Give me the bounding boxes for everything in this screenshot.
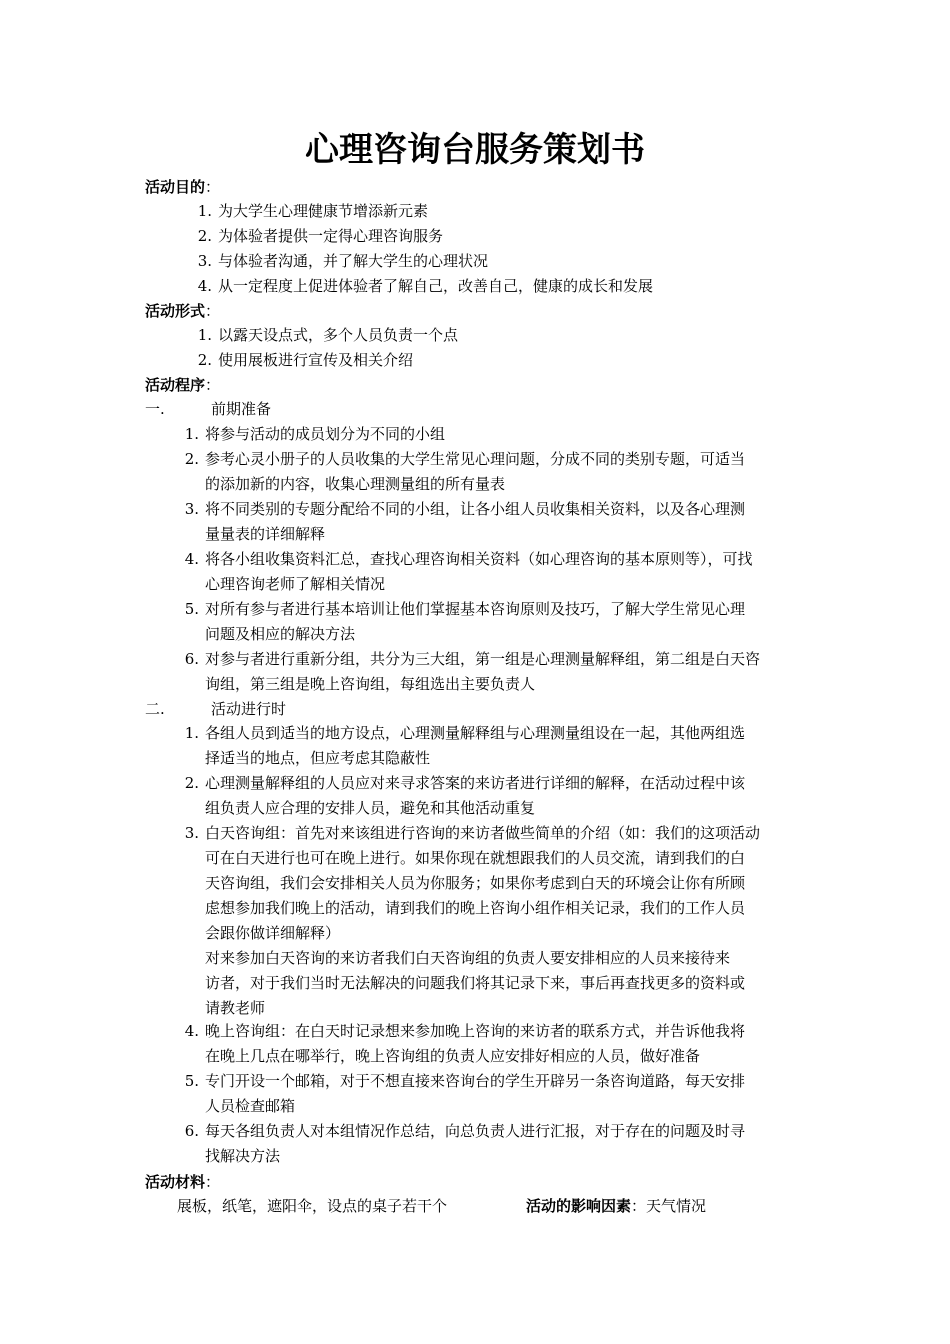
list-number: 1. <box>184 724 199 742</box>
materials-heading-text: 活动材料 <box>145 1173 206 1191</box>
step-line: 心理测量解释组的人员应对来寻求答案的来访者进行详细的解释，在活动过程中该 <box>205 774 746 792</box>
step-line: 组负责人应合理的安排人员，避免和其他活动重复 <box>205 799 536 817</box>
list-number: 5. <box>184 1072 199 1090</box>
step-line: 择适当的地点，但应考虑其隐蔽性 <box>205 749 431 767</box>
list-number: 1. <box>184 425 199 443</box>
list-text: 以露天设点式，多个人员负责一个点 <box>218 326 459 344</box>
step-line: 对所有参与者进行基本培训让他们掌握基本咨询原则及技巧，了解大学生常见心理 <box>205 600 746 618</box>
step-line: 将不同类别的专题分配给不同的小组，让各小组人员收集相关资料，以及各心理测 <box>205 500 746 518</box>
step-line: 在晚上几点在哪举行，晚上咨询组的负责人应安排好相应的人员，做好准备 <box>205 1047 701 1065</box>
list-number: 6. <box>184 650 199 668</box>
materials-text: 展板，纸笔，遮阳伞，设点的桌子若干个 <box>177 1197 448 1215</box>
list-number: 2. <box>197 227 212 245</box>
step-line: 各组人员到适当的地方设点，心理测量解释组与心理测量组设在一起，其他两组选 <box>205 724 746 742</box>
list-text: 从一定程度上促进体验者了解自己，改善自己，健康的成长和发展 <box>218 277 654 295</box>
list-number: 2. <box>184 450 199 468</box>
list-number: 2. <box>184 774 199 792</box>
step-line: 量量表的详细解释 <box>205 525 326 543</box>
form-heading <box>145 301 220 321</box>
list-number: 3. <box>197 252 212 270</box>
procedure-heading <box>145 375 220 395</box>
step-line: 白天咨询组：首先对来该组进行咨询的来访者做些简单的介绍（如：我们的这项活动 <box>205 824 761 842</box>
list-text: 为体验者提供一定得心理咨询服务 <box>218 227 444 245</box>
materials-heading-colon: ： <box>205 1173 221 1191</box>
materials-heading <box>145 1172 220 1192</box>
step-line: 找解决方法 <box>205 1147 281 1165</box>
phase-mark: 一. <box>145 400 165 418</box>
step-line: 可在白天进行也可在晚上进行。如果你现在就想跟我们的人员交流，请到我们的白 <box>205 849 746 867</box>
step-line: 请教老师 <box>205 999 266 1017</box>
step-line: 人员检查邮箱 <box>205 1097 296 1115</box>
list-number: 1. <box>197 202 212 220</box>
factors-line <box>526 1194 706 1219</box>
step-line: 将参与活动的成员划分为不同的小组 <box>205 425 446 443</box>
list-number: 6. <box>184 1122 199 1140</box>
list-number: 4. <box>184 1022 199 1040</box>
step-line: 每天各组负责人对本组情况作总结，向总负责人进行汇报，对于存在的问题及时寻 <box>205 1122 746 1140</box>
procedure-heading-colon: ： <box>205 376 221 394</box>
list-number: 3. <box>184 500 199 518</box>
phase-label: 前期准备 <box>211 400 272 418</box>
list-number: 4. <box>184 550 199 568</box>
phase-mark: 二. <box>145 700 165 718</box>
list-text: 与体验者沟通，并了解大学生的心理状况 <box>218 252 489 270</box>
step-line: 对参与者进行重新分组，共分为三大组，第一组是心理测量解释组，第二组是白天咨 <box>205 650 761 668</box>
step-line: 问题及相应的解决方法 <box>205 625 356 643</box>
step-line: 访者，对于我们当时无法解决的问题我们将其记录下来，事后再查找更多的资料或 <box>205 974 746 992</box>
step-line: 的添加新的内容，收集心理测量组的所有量表 <box>205 475 506 493</box>
step-line: 参考心灵小册子的人员收集的大学生常见心理问题，分成不同的类别专题，可适当 <box>205 450 746 468</box>
factors-colon: ： <box>631 1197 647 1215</box>
factors-heading: 活动的影响因素 <box>526 1197 632 1215</box>
step-line: 晚上咨询组：在白天时记录想来参加晚上咨询的来访者的联系方式，并告诉他我将 <box>205 1022 746 1040</box>
step-line: 询组，第三组是晚上咨询组，每组选出主要负责人 <box>205 675 536 693</box>
step-line: 天咨询组，我们会安排相关人员为你服务；如果你考虑到白天的环境会让你有所顾 <box>205 874 746 892</box>
list-text: 使用展板进行宣传及相关介绍 <box>218 351 414 369</box>
purpose-heading-colon: ： <box>205 178 221 196</box>
purpose-heading <box>145 177 220 197</box>
form-heading-text: 活动形式 <box>145 302 206 320</box>
step-line: 专门开设一个邮箱，对于不想直接来咨询台的学生开辟另一条咨询道路，每天安排 <box>205 1072 746 1090</box>
step-line: 心理咨询老师了解相关情况 <box>205 575 386 593</box>
step-line: 会跟你做详细解释） <box>205 924 341 942</box>
list-number: 3. <box>184 824 199 842</box>
list-number: 2. <box>197 351 212 369</box>
list-text: 为大学生心理健康节增添新元素 <box>218 202 429 220</box>
phase-label: 活动进行时 <box>211 700 287 718</box>
step-line: 虑想参加我们晚上的活动，请到我们的晚上咨询小组作相关记录，我们的工作人员 <box>205 899 746 917</box>
form-heading-colon: ： <box>205 302 221 320</box>
purpose-heading-text: 活动目的 <box>145 178 206 196</box>
procedure-heading-text: 活动程序 <box>145 376 206 394</box>
step-line: 将各小组收集资料汇总，查找心理咨询相关资料（如心理咨询的基本原则等），可找 <box>205 550 753 568</box>
factors-text: 天气情况 <box>646 1197 707 1215</box>
list-number: 4. <box>197 277 212 295</box>
step-line: 对来参加白天咨询的来访者我们白天咨询组的负责人要安排相应的人员来接待来 <box>205 949 731 967</box>
list-number: 5. <box>184 600 199 618</box>
document-title: 心理咨询台服务策划书 <box>305 130 645 170</box>
list-number: 1. <box>197 326 212 344</box>
